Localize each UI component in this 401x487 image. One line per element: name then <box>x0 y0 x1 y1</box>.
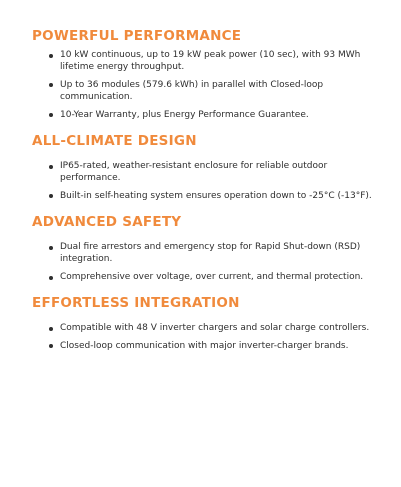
list-item <box>32 109 377 121</box>
list-item <box>32 340 377 352</box>
bullet-text: Compatible with 48 V inverter chargers and solar charge controllers. <box>60 323 370 334</box>
bullet-dot-icon <box>49 83 53 87</box>
bullet-text: Dual fire arrestors and emergency stop for Rapid Shut-down (RSD) integration. <box>60 242 361 265</box>
list-item <box>32 49 377 73</box>
section-advanced-safety <box>32 214 377 283</box>
bullet-text: 10-Year Warranty, plus Energy Performance Guarantee. <box>60 109 309 120</box>
list-item <box>32 160 377 184</box>
bullet-list <box>32 241 377 283</box>
bullet-dot-icon <box>49 276 53 280</box>
section-title: EFFORTLESS INTEGRATION <box>32 295 240 312</box>
bullet-dot-icon <box>49 327 53 331</box>
bullet-text: IP65-rated, weather-resistant enclosure for reliable outdoor performance. <box>60 161 328 184</box>
section-title: ADVANCED SAFETY <box>32 214 182 231</box>
bullet-dot-icon <box>49 54 53 58</box>
feature-list <box>32 28 377 352</box>
section-title: ALL-CLIMATE DESIGN <box>32 133 197 150</box>
bullet-text: Built-in self-heating system ensures operation down to -25°C (-13°F). <box>60 190 372 201</box>
section-all-climate-design <box>32 133 377 202</box>
bullet-dot-icon <box>49 165 53 169</box>
list-item <box>32 322 377 334</box>
bullet-text: Closed-loop communication with major inverter-charger brands. <box>60 340 349 351</box>
bullet-dot-icon <box>49 113 53 117</box>
bullet-list <box>32 160 377 202</box>
bullet-list <box>32 49 377 121</box>
bullet-dot-icon <box>49 194 53 198</box>
bullet-list <box>32 322 377 352</box>
bullet-text: 10 kW continuous, up to 19 kW peak power (10 sec), with 93 MWh lifetime energy throughput. <box>60 50 361 73</box>
bullet-text: Comprehensive over voltage, over current, and thermal protection. <box>60 272 364 283</box>
list-item <box>32 79 377 103</box>
section-title: POWERFUL PERFORMANCE <box>32 28 242 44</box>
bullet-dot-icon <box>49 246 53 250</box>
bullet-dot-icon <box>49 344 53 348</box>
bullet-text: Up to 36 modules (579.6 kWh) in parallel with Closed-loop communication. <box>60 79 324 103</box>
list-item <box>32 190 377 202</box>
list-item <box>32 241 377 265</box>
section-powerful-performance <box>32 28 377 121</box>
list-item <box>32 271 377 283</box>
section-effortless-integration <box>32 295 377 352</box>
